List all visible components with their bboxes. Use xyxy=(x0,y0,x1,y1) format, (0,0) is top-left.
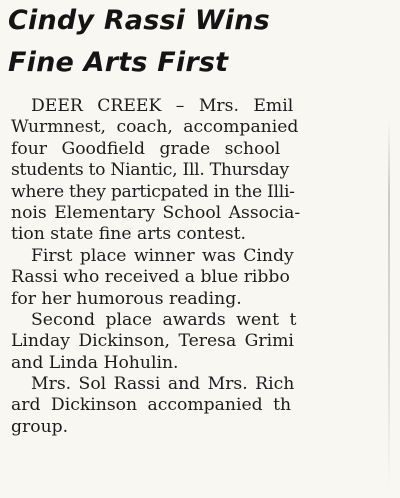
text-line: for her humorous reading. xyxy=(11,288,242,309)
text-line: Second place awards went t xyxy=(31,309,297,330)
article-body xyxy=(11,96,399,438)
text-line: where they particpated in the Illi- xyxy=(11,181,295,202)
text-line: and Linda Hohulin. xyxy=(11,352,179,373)
text-line: four Goodfield grade school xyxy=(11,138,281,159)
paragraph-4 xyxy=(11,374,399,438)
text-line: nois Elementary School Associa- xyxy=(11,202,301,223)
text-line: ard Dickinson accompanied th xyxy=(11,395,292,416)
paragraph-1 xyxy=(11,96,399,246)
text-line: tion state fine arts contest. xyxy=(11,224,246,245)
headline-line-2: Fine Arts First xyxy=(8,47,229,78)
text-line: group. xyxy=(11,416,69,437)
headline xyxy=(8,2,270,82)
paragraph-3 xyxy=(11,310,399,374)
text-line: students to Niantic, Ill. Thursday xyxy=(11,160,289,181)
text-line: Wurmnest, coach, accompanied xyxy=(11,117,299,138)
paragraph-2 xyxy=(11,246,399,310)
text-line: First place winner was Cindy xyxy=(31,245,294,266)
text-line: Linday Dickinson, Teresa Grimi xyxy=(11,331,294,352)
text-line: Rassi who received a blue ribbo xyxy=(11,267,290,288)
paper-fold-shadow xyxy=(388,120,390,490)
text-line: DEER CREEK – Mrs. Emil xyxy=(31,96,294,116)
headline-line-1: Cindy Rassi Wins xyxy=(8,5,270,36)
text-line: Mrs. Sol Rassi and Mrs. Rich xyxy=(31,374,295,395)
